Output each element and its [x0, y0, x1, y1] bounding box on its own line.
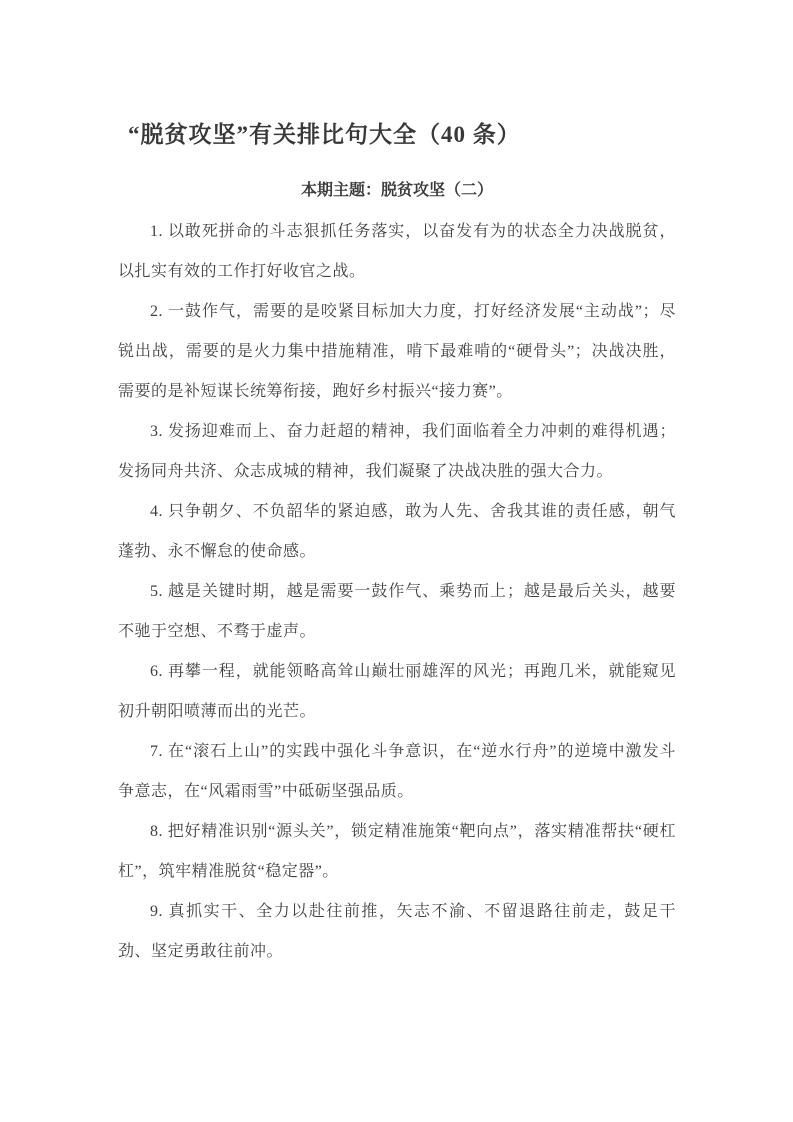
- paragraph-1: 1. 以敢死拼命的斗志狠抓任务落实，以奋发有为的状态全力决战脱贫，以扎实有效的工作打好收官之战。: [118, 223, 676, 280]
- paragraph-2: 2. 一鼓作气，需要的是咬紧目标加大力度，打好经济发展“主动战”；尽锐出战，需要的是火力集中措施精准，啃下最难啃的“硬骨头”；决战决胜，需要的是补短谋长统筹衔接，跑好乡村振兴“接力赛”。: [118, 303, 676, 400]
- paragraph-6: 6. 再攀一程，就能领略高耸山巅壮丽雄浑的风光；再跑几米，就能窥见初升朝阳喷薄而出的光芒。: [118, 663, 676, 720]
- paragraph-7: 7. 在“滚石上山”的实践中强化斗争意识，在“逆水行舟”的逆境中激发斗争意志，在“风霜雨雪”中砥砺坚强品质。: [118, 743, 676, 800]
- paragraph-9: 9. 真抓实干、全力以赴往前推，矢志不渝、不留退路往前走，鼓足干劲、坚定勇敢往前冲。: [118, 903, 676, 960]
- subtitle: 本期主题：脱贫攻坚（二）: [300, 182, 493, 199]
- paragraph-3: 3. 发扬迎难而上、奋力赶超的精神，我们面临着全力冲刺的难得机遇；发扬同舟共济、众志成城的精神，我们凝聚了决战决胜的强大合力。: [118, 423, 676, 480]
- paragraph-8: 8. 把好精准识别“源头关”，锁定精准施策“靶向点”，落实精准帮扶“硬杠杠”，筑牢精准脱贫“稳定器”。: [118, 823, 676, 880]
- page-title: “脱贫攻坚”有关排比句大全（40 条）: [128, 122, 521, 147]
- paragraph-5: 5. 越是关键时期，越是需要一鼓作气、乘势而上；越是最后关头，越要不驰于空想、不骛于虚声。: [118, 583, 676, 640]
- paragraph-4: 4. 只争朝夕、不负韶华的紧迫感，敢为人先、舍我其谁的责任感，朝气蓬勃、永不懈怠的使命感。: [118, 503, 676, 560]
- document-body: [118, 212, 676, 972]
